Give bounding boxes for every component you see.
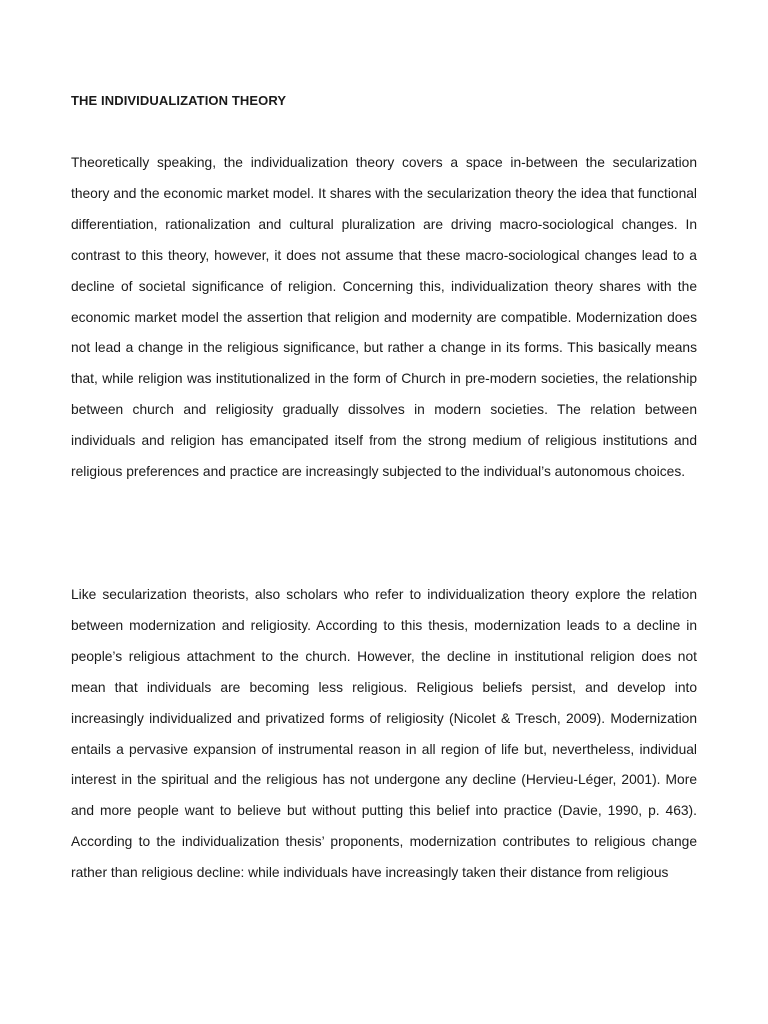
document-title: THE INDIVIDUALIZATION THEORY <box>71 93 287 108</box>
paragraph-1: Theoretically speaking, the individualization theory covers a space in-between the secularization theory and the economic market model. It shares with the secularization theory the idea that functional differentiation, rationalization and cultural pluralization are driving macro-sociological changes. In contrast to this theory, however, it does not assume that these macro-sociological changes lead to a decline of societal significance of religion. Concerning this, individualization theory shares with the economic market model the assertion that religion and modernity are compatible. Modernization does not lead a change in the religious significance, but rather a change in its forms. This basically means that, while religion was institutionalized in the form of Church in pre-modern societies, the relationship between church and religiosity gradually dissolves in modern societies. The relation between individuals and religion has emancipated itself from the strong medium of religious institutions and religious preferences and practice are increasingly subjected to the individual’s autonomous choices. <box>71 155 697 480</box>
paragraph-2: Like secularization theorists, also scholars who refer to individualization theory explore the relation between modernization and religiosity. According to this thesis, modernization leads to a decline in people’s religious attachment to the church. However, the decline in institutional religion does not mean that individuals are becoming less religious. Religious beliefs persist, and develop into increasingly individualized and privatized forms of religiosity (Nicolet & Tresch, 2009). Modernization entails a pervasive expansion of instrumental reason in all region of life but, nevertheless, individual interest in the spiritual and the religious has not undergone any decline (Hervieu-Léger, 2001). More and more people want to believe but without putting this belief into practice (Davie, 1990, p. 463). According to the individualization thesis’ proponents, modernization contributes to religious change rather than religious decline: while individuals have increasingly taken their distance from religious <box>71 587 697 881</box>
